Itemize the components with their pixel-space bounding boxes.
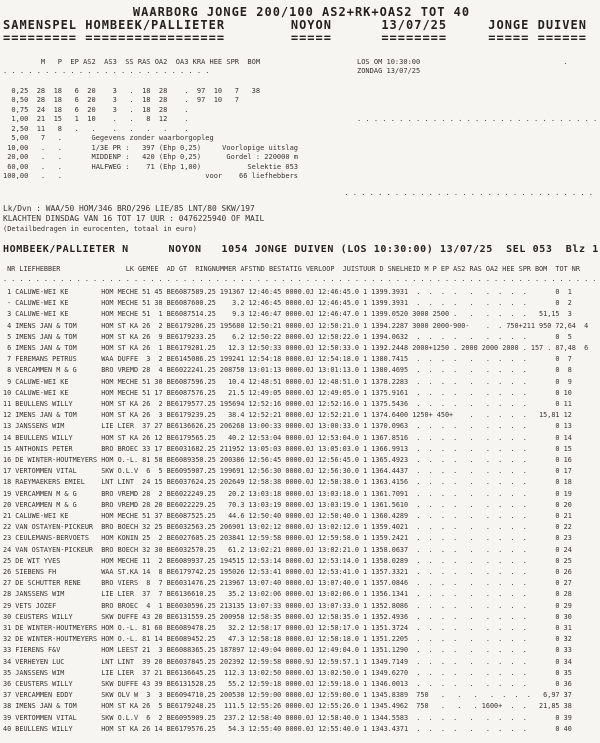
result-row: 34 VERHEYEN LUC LNT LINT 39 20 BE6037845.25 202392 12:59:58 0000.9J 12:59:57.1 1 1349.7149 . . . . . . . . . 0 34 — [3, 657, 572, 666]
summary-row: 0,25 28 18 6 20 3 . 18 28 . 97 10 7 38 — [3, 86, 261, 95]
result-row: 38 IMENS JAN & TOM HOM ST KA 26 5 BE6179248.25 111.5 12:55:26 0000.0J 12:55:26.0 1 1345.4962 750 . . . 1600+ . . 21,85 38 — [3, 702, 572, 711]
results-columns-line: NR LIEFHEBBER LK GEMEE AD GT RINGNUMMER AFSTND BESTATIG VERLOOP JUISTUUR D SNELHEID M P EP AS2 RAS OA2 HEE SPR BOM TOT NR — [3, 264, 580, 273]
klachten-line: KLACHTEN DINSDAG VAN 16 TOT 17 UUR : 0476225940 OF MAIL — [3, 213, 265, 223]
result-row: 15 ANTHONIS PETER BRO BROEC 33 17 BE6031682.25 211952 13:05:03 0000.0J 13:05:03.0 1 1366.9913 . . . . . . . . . 0 15 — [3, 444, 572, 453]
result-row: 19 VERCAMMEN M & G BRO VREMD 28 2 BE6022249.25 20.2 13:03:18 0000.0J 13:03:18.0 1 1361.7091 . . . . . . . . . 0 19 — [3, 489, 572, 498]
result-row: 11 BEULLENS WILLY HOM ST KA 26 2 BE6179577.25 195694 12:52:16 0000.0J 12:52:16.0 1 1375.5436 . . . . . . . . . 0 11 — [3, 399, 572, 408]
results-separator: . . . . . . . . . . . . . . . . . . . . . . . . . . . . . . . . . . . . . . . . . . . . . . . . . . . . . . . . . . . . . . . . . . . . . . . . . — [3, 274, 597, 283]
result-row: 27 DE SCHUTTER RENE BRO VIERS 8 7 BE6031476.25 213967 13:07:40 0000.0J 13:07:40.0 1 1357.0846 . . . . . . . . . 0 27 — [3, 579, 572, 588]
result-row: 1 CALUWE-WEI KE HOM MECHE 51 45 BE6087589.25 191367 12:46:45 0000.0J 12:46:45.0 1 1399.3931 . . . . . . . . . 0 1 — [3, 287, 572, 296]
result-row: 3 CALUWE-WEI KE HOM MECHE 51 1 BE6087514.25 9.3 12:46:47 0000.0J 12:46:47.0 1 1399.0520 3000 2500 . . . . . . 51,15 3 — [3, 310, 572, 319]
club-header-line: SAMENSPEL HOMBEEK/PALLIETER NOYON 13/07/25 JONGE DUIVEN — [3, 18, 587, 32]
summary-rows — [3, 87, 600, 182]
result-row: 33 FIERENS F&V HOM LEEST 21 3 BE6088365.25 187897 12:49:04 0000.0J 12:49:04.0 1 1351.1290 . . . . . . . . . 0 33 — [3, 646, 572, 655]
result-row: 12 IMENS JAN & TOM HOM ST KA 26 3 BE6179239.25 38.4 12:52:21 0000.0J 12:52:21.0 1 1374.6400 1250+ 450+ . . . . . 15,81 12 — [3, 411, 572, 420]
result-row: 7 FEREMANS PETRUS WAA DUFFE 3 2 BE6145086.25 199241 12:54:18 0000.0J 12:54:18.0 1 1380.7415 . . . . . . . . . 0 7 — [3, 355, 572, 364]
result-row: 17 VERTOMMEN VITAL SKW O.L.V 6 5 BE6095907.25 199691 12:56:30 0000.0J 12:56:30.0 1 1364.4437 . . . . . . . . . 0 17 — [3, 467, 572, 476]
result-row: 39 VERTOMMEN VITAL SKW O.L.V 6 2 BE6095909.25 237.2 12:58:40 0000.0J 12:58:40.0 1 1344.5583 . . . . . . . . . 0 39 — [3, 713, 572, 722]
summary-row: 0,75 24 18 6 20 3 . 18 28 . — [3, 105, 189, 114]
result-row: 21 CALUWE-WEI KE HOM MECHE 51 37 BE6087525.25 44.6 12:50:40 0000.0J 12:50:40.0 1 1360.4289 . . . . . . . . . 0 21 — [3, 511, 572, 520]
result-row: 35 JANSSENS WIM LIE LIER 37 21 BE6136645.25 112.3 13:02:50 0000.0J 13:02:50.0 1 1349.6270 . . . . . . . . . 0 35 — [3, 668, 572, 677]
summary-row: 1,00 21 15 1 10 . . 8 12 . . . . . . . . . . . . . . . . . . . . . . . . . . . . . . — [3, 115, 598, 124]
stakes-summary-table — [3, 58, 600, 199]
result-row: 13 JANSSENS WIM LIE LIER 37 27 BE6136626.25 206268 13:00:33 0000.0J 13:00:33.0 1 1370.0963 . . . . . . . . . 0 13 — [3, 422, 572, 431]
result-row: 40 BEULLENS WILLY HOM ST KA 26 14 BE6179576.25 54.3 12:55:40 0000.0J 12:55:40.0 1 1343.4371 . . . . . . . . . 0 40 — [3, 724, 572, 733]
result-row: 8 VERCAMMEN M & G BRO VREMD 28 4 BE6022241.25 208750 13:01:13 0000.0J 13:01:13.0 1 1380.4695 . . . . . . . . . 0 8 — [3, 366, 572, 375]
detail-note: (Detailbedragen in eurocenten, totaal in euro) — [3, 224, 197, 233]
result-row: 23 CEULEMANS-BERVOETS HOM KONIN 25 2 BE6027605.25 203841 12:59:58 0000.0J 12:59:58.0 1 1359.2421 . . . . . . . . . 0 23 — [3, 534, 572, 543]
lkdvn-line: Lk/Dvn : WAA/50 HOM/346 BRO/296 LIE/85 LNT/80 SKW/197 — [3, 203, 255, 213]
result-row: 5 IMENS JAN & TOM HOM ST KA 26 9 BE6179233.25 6.2 12:50:22 0000.0J 12:50:22.0 1 1394.0632 . . . . . . . . . 0 5 — [3, 332, 572, 341]
summary-row: 5,00 7 . Gegevens zonder waarborgopleg — [3, 134, 214, 143]
result-row: 4 IMENS JAN & TOM HOM ST KA 26 2 BE6179206.25 195680 12:50:21 0000.0J 12:50:21.0 1 1394.2287 3000 2000-900- . . 750+211 950 72,64 4 — [3, 321, 589, 330]
result-row: 16 DE WINTER-HOUTMEYERS HOM O.-L. 81 58 BE6089350.25 200386 12:56:45 0000.0J 12:56:45.0 1 1365.4923 . . . . . . . . . 0 16 — [3, 455, 572, 464]
result-row: 36 CEUSTERS WILLY SKW DUFFE 43 39 BE6131528.25 55.2 12:59:18 0000.0J 12:59:18.0 1 1346.0013 . . . . . . . . . 0 36 — [3, 680, 572, 688]
summary-row: 100,00 . . voor 66 liefhebbers — [3, 171, 299, 180]
result-row: 37 VERCAMMEN EDDY SKW OLV W 3 3 BE6094710.25 200530 12:59:00 0000.0J 12:59:00.0 1 1345.8389 750 . . . . . . . 6,97 37 — [3, 691, 572, 700]
result-row: 28 JANSSENS WIM LIE LIER 37 7 BE6136610.25 35.2 13:02:06 0000.0J 13:02:06.0 1 1356.1341 . . . . . . . . . 0 28 — [3, 590, 572, 599]
result-row: 14 BEULLENS WILLY HOM ST KA 26 12 BE6179565.25 40.2 12:53:04 0000.0J 12:53:04.0 1 1367.8516 . . . . . . . . . 0 14 — [3, 433, 572, 442]
summary-row: 20,00 . . MIDDENP : 420 (Ehp 0,25) Gordel : 220000 m — [3, 153, 299, 162]
summary-row: 10,00 . . 1/3E PR : 397 (Ehp 0,25) Voorlopige uitslag — [3, 143, 299, 152]
result-row: 25 DE WIT YVES HOM MECHE 11 2 BE6089937.25 194515 12:53:14 0000.0J 12:53:14.0 1 1358.0289 . . . . . . . . . 0 25 — [3, 556, 572, 565]
summary-row: 2,50 11 8 . . . . . . . — [3, 124, 189, 133]
result-row: 10 CALUWE-WEI KE HOM MECHE 51 17 BE6087576.25 21.5 12:49:05 0000.0J 12:49:05.0 1 1375.9161 . . . . . . . . . 0 10 — [3, 388, 572, 397]
result-row: 26 SIEBENS FH WAA ST.KA 14 8 BE6179742.25 195026 12:53:41 0000.0J 12:53:41.0 1 1357.3321 . . . . . . . . . 0 26 — [3, 567, 572, 576]
result-row: 32 DE WINTER-HOUTMEYERS HOM O.-L. 81 14 BE6089452.25 47.3 12:58:18 0000.0J 12:58:18.0 1 1351.2205 . . . . . . . . . 0 32 — [3, 635, 572, 644]
result-row: 9 CALUWE-WEI KE HOM MECHE 51 30 BE6087596.25 10.4 12:48:51 0000.0J 12:48:51.0 1 1378.2283 . . . . . . . . . 0 9 — [3, 377, 572, 386]
result-row: - CALUWE-WEI KE HOM MECHE 51 38 BE6087600.25 3.2 12:46:45 0000.0J 12:46:45.0 1 1399.3931 . . . . . . . . . 0 2 — [3, 299, 572, 308]
pre-info-dots: . . . . . . . . . . . . . . . . . . . . . . . . . . . . . . — [3, 189, 594, 198]
summary-columns-line: M P EP AS2 AS3 SS RAS OA2 OA3 KRA HEE SPR BOM LOS OM 10:30:00 . — [3, 58, 568, 66]
summary-zondag-line: . . . . . . . . . . . . . . . . . . . . . . . . . ZONDAG 13/07/25 — [3, 67, 421, 76]
results-rows — [3, 287, 600, 735]
result-row: 22 VAN OSTAYEN-PICKEUR BRO BOECH 32 25 BE6032563.25 206901 13:02:12 0000.0J 13:02:12.0 1 1359.4021 . . . . . . . . . 0 22 — [3, 523, 572, 532]
result-row: 6 IMENS JAN & TOM HOM ST KA 26 1 BE6179201.25 12.3 12:50:33 0000.0J 12:50:33.0 1 1392.2448 2000+1250 . 2000 2000 2000 . 157 . 87,48 6 — [3, 343, 589, 352]
result-row: 30 CEUSTERS WILLY SKW DUFFE 43 20 BE6131559.25 200958 12:58:35 0000.0J 12:58:35.0 1 1352.4936 . . . . . . . . . 0 30 — [3, 612, 572, 621]
report-title: WAARBORG JONGE 200/100 AS2+RK+OAS2 TOT 40 — [132, 5, 471, 19]
result-row: 24 VAN OSTAYEN-PICKEUR BRO BOECH 32 30 BE6032570.25 61.2 13:02:21 0000.0J 13:02:21.0 1 1358.0637 . . . . . . . . . 0 24 — [3, 545, 572, 554]
result-row: 20 VERCAMMEN M & G BRO VREMD 28 20 BE6022229.25 70.3 13:03:19 0000.0J 13:03:19.0 1 1361.5610 . . . . . . . . . 0 20 — [3, 500, 572, 509]
club-underline: ========= ================= ===== ======== ===== ====== — [3, 31, 587, 45]
summary-row: 60,00 . . HALFWEG : 71 (Ehp 1,00) Selektie 053 — [3, 162, 299, 171]
results-title-line: HOMBEEK/PALLIETER N NOYON 1054 JONGE DUIVEN (LOS 10:30:00) 13/07/25 SEL 053 Blz 1 — [3, 243, 599, 255]
summary-row: 0,50 28 18 6 20 3 . 18 28 . 97 10 7 — [3, 96, 240, 105]
info-block — [3, 204, 600, 234]
result-row: 31 DE WINTER-HOUTMEYERS HOM O.-L. 81 60 BE6089478.25 32.2 12:58:17 0000.0J 12:58:17.0 1 1351.3724 . . . . . . . . . 0 31 — [3, 623, 572, 632]
result-row: 18 RAEYMAEKERS EMIEL LNT LINT 24 15 BE6037624.25 202649 12:58:38 0000.0J 12:58:38.0 1 1363.4156 . . . . . . . . . 0 18 — [3, 478, 572, 487]
result-row: 29 VETS JOZEF BRO BROEC 4 1 BE6030596.25 213135 13:07:33 0000.0J 13:07:33.0 1 1352.8086 . . . . . . . . . 0 29 — [3, 601, 572, 610]
